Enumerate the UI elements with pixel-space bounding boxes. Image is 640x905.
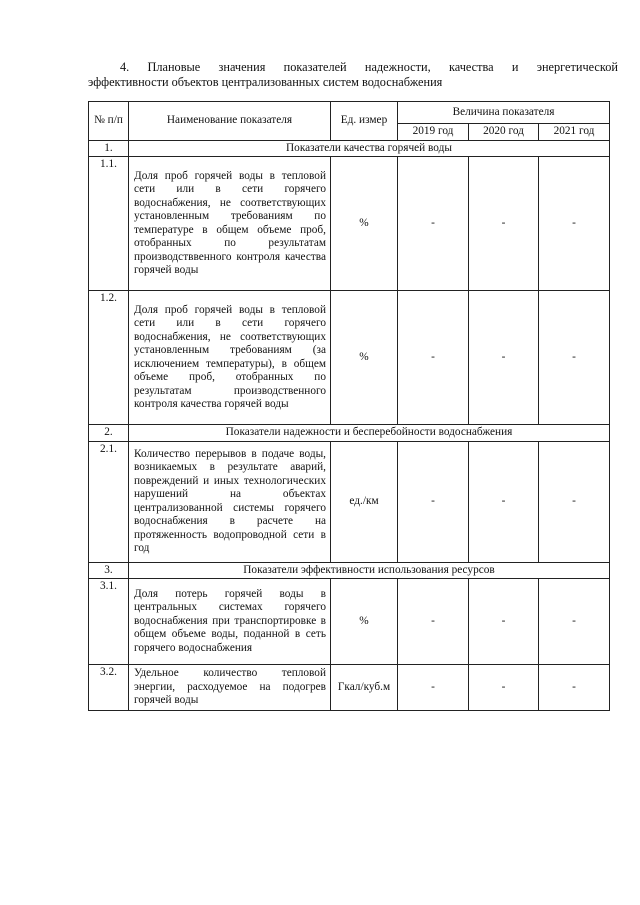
section-heading (88, 60, 618, 90)
section-row (89, 562, 610, 579)
row-num: 3.2. (89, 665, 129, 711)
section-num: 3. (89, 562, 129, 579)
header-num: № п/п (89, 102, 129, 141)
header-name: Наименование показателя (129, 102, 331, 141)
header-year: 2021 год (539, 124, 610, 141)
row-value-2019: - (398, 157, 469, 291)
row-value-2020: - (469, 579, 539, 665)
row-value-2019: - (398, 291, 469, 425)
row-value-2021: - (539, 157, 610, 291)
row-num: 2.1. (89, 441, 129, 562)
row-name: Удельное количество тепловой энергии, расходуемое на подогрев горячей воды (129, 665, 331, 711)
row-num: 1.1. (89, 157, 129, 291)
table-row (89, 665, 610, 711)
row-value-2019: - (398, 579, 469, 665)
heading-line-2: эффективности объектов централизованных систем водоснабжения (88, 75, 443, 89)
heading-word: качества (448, 60, 494, 74)
table-row (89, 579, 610, 665)
table-row (89, 441, 610, 562)
table-row (89, 157, 610, 291)
row-value-2021: - (539, 665, 610, 711)
section-title: Показатели надежности и бесперебойности водоснабжения (129, 425, 610, 442)
row-value-2020: - (469, 665, 539, 711)
row-value-2020: - (469, 291, 539, 425)
row-name: Количество перерывов в подаче воды, возникаемых в результате аварий, повреждений и иных технологических нарушений на объектах централизованной системы горячего водоснабжения в расчете на протяженность водопроводной сети в год (129, 441, 331, 562)
row-value-2021: - (539, 291, 610, 425)
heading-line-1 (88, 60, 618, 75)
row-value-2020: - (469, 441, 539, 562)
row-num: 3.1. (89, 579, 129, 665)
row-value-2021: - (539, 441, 610, 562)
heading-word: и (511, 60, 519, 74)
header-unit: Ед. измер (331, 102, 398, 141)
row-value-2019: - (398, 441, 469, 562)
header-value: Величина показателя (398, 102, 610, 124)
row-unit: % (331, 157, 398, 291)
row-name: Доля проб горячей воды в тепловой сети или в сети горячего водоснабжения, не соответствующих установленным требованиям по температуре в общем объеме проб, отобранных по результатам производстввенного контроля качества горячей воды (129, 157, 331, 291)
heading-word: показателей (283, 60, 347, 74)
section-row (89, 425, 610, 442)
row-num: 1.2. (89, 291, 129, 425)
row-value-2019: - (398, 665, 469, 711)
indicators-table (88, 101, 610, 711)
row-name: Доля потерь горячей воды в центральных системах горячего водоснабжения при транспортировке в общем объеме воды, поданной в сеть горячего водоснабжения (129, 579, 331, 665)
row-unit: % (331, 579, 398, 665)
heading-word: энергетической (536, 60, 618, 74)
heading-word: 4. (120, 60, 130, 74)
heading-word: значения (218, 60, 266, 74)
row-unit: % (331, 291, 398, 425)
row-name: Доля проб горячей воды в тепловой сети или в сети горячего водоснабжения, не соответствующих установленным требованиям (за исключением температуры), в общем объеме проб, отобранных по результатам производственного контроля качества горячей воды (129, 291, 331, 425)
section-num: 1. (89, 140, 129, 157)
section-title: Показатели качества горячей воды (129, 140, 610, 157)
row-value-2021: - (539, 579, 610, 665)
heading-word: Плановые (147, 60, 201, 74)
row-value-2020: - (469, 157, 539, 291)
section-row (89, 140, 610, 157)
section-title: Показатели эффективности использования ресурсов (129, 562, 610, 579)
row-unit: ед./км (331, 441, 398, 562)
header-year: 2020 год (469, 124, 539, 141)
table-row (89, 291, 610, 425)
header-year: 2019 год (398, 124, 469, 141)
heading-word: надежности, (364, 60, 431, 74)
section-num: 2. (89, 425, 129, 442)
row-unit: Гкал/куб.м (331, 665, 398, 711)
